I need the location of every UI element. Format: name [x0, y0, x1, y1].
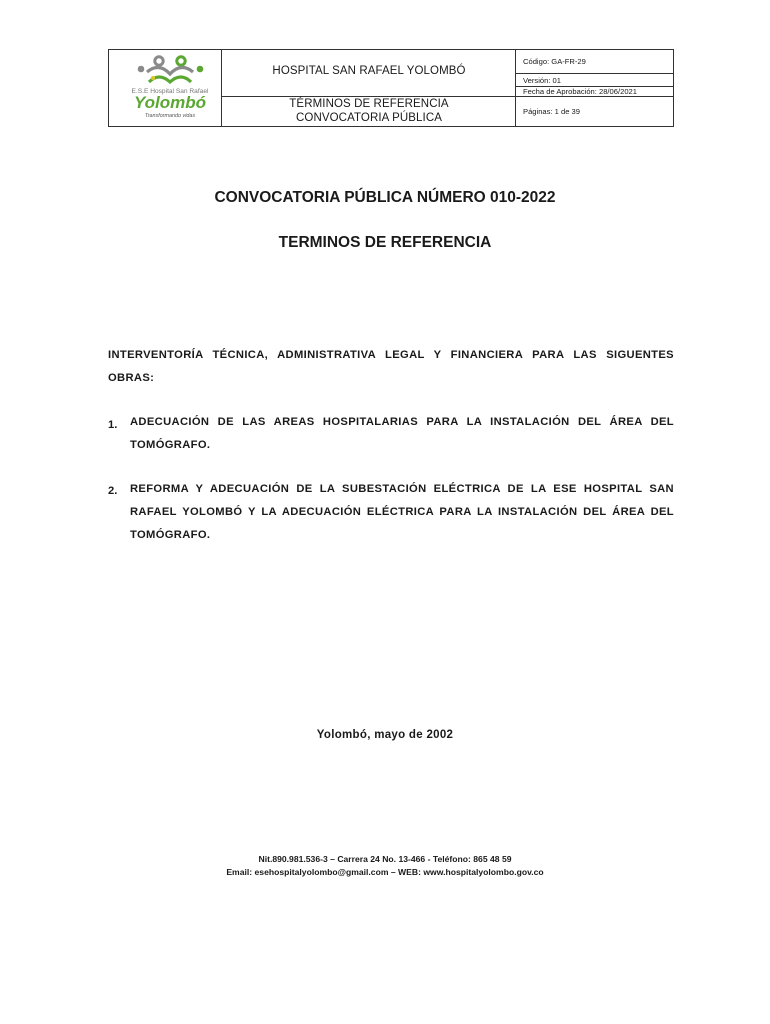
header-divider	[515, 50, 516, 126]
svg-text:E.S.E Hospital San Rafael: E.S.E Hospital San Rafael	[131, 88, 209, 95]
svg-text:Transformando vidas: Transformando vidas	[144, 113, 196, 119]
header-divider	[221, 50, 222, 126]
document-code: Código: GA-FR-29	[523, 57, 586, 66]
footer-contact: Email: esehospitalyolombo@gmail.com – WEB: www.hospitalyolombo.gov.co	[226, 867, 544, 877]
document-subtitle: TERMINOS DE REFERENCIA	[278, 234, 492, 251]
header-divider	[515, 73, 673, 74]
item-number: 2.	[108, 485, 118, 497]
document-type-line2: CONVOCATORIA PÚBLICA	[296, 112, 442, 124]
document-title: CONVOCATORIA PÚBLICA NÚMERO 010-2022	[214, 189, 556, 206]
page-count: Páginas: 1 de 39	[523, 107, 580, 116]
logo-figures-icon	[138, 57, 204, 82]
intro-paragraph: INTERVENTORÍA TÉCNICA, ADMINISTRATIVA LEGAL Y FINANCIERA PARA LAS SIGUENTES OBRAS:	[108, 349, 674, 384]
approval-date: Fecha de Aprobación: 28/06/2021	[523, 87, 637, 96]
hospital-name: HOSPITAL SAN RAFAEL YOLOMBÓ	[272, 65, 466, 77]
footer-address: Nit.890.981.536-3 – Carrera 24 No. 13-466 - Teléfono: 865 48 59	[258, 854, 512, 864]
item-number: 1.	[108, 419, 118, 431]
list-item: REFORMA Y ADECUACIÓN DE LA SUBESTACIÓN ELÉCTRICA DE LA ESE HOSPITAL SAN RAFAEL YOLOMBÓ Y LA ADECUACIÓN ELÉCTRICA PARA LA INSTALACIÓN DEL ÁREA DEL TOMÓGRAFO.	[130, 483, 674, 541]
document-header-table	[108, 49, 674, 127]
document-type-line1: TÉRMINOS DE REFERENCIA	[289, 98, 449, 110]
document-version: Versión: 01	[523, 76, 561, 85]
header-divider	[221, 96, 673, 97]
hospital-logo	[119, 52, 221, 122]
place-date: Yolombó, mayo de 2002	[316, 729, 454, 741]
list-item: ADECUACIÓN DE LAS AREAS HOSPITALARIAS PARA LA INSTALACIÓN DEL ÁREA DEL TOMÓGRAFO.	[130, 416, 674, 451]
svg-text:Yolombó: Yolombó	[133, 93, 207, 112]
